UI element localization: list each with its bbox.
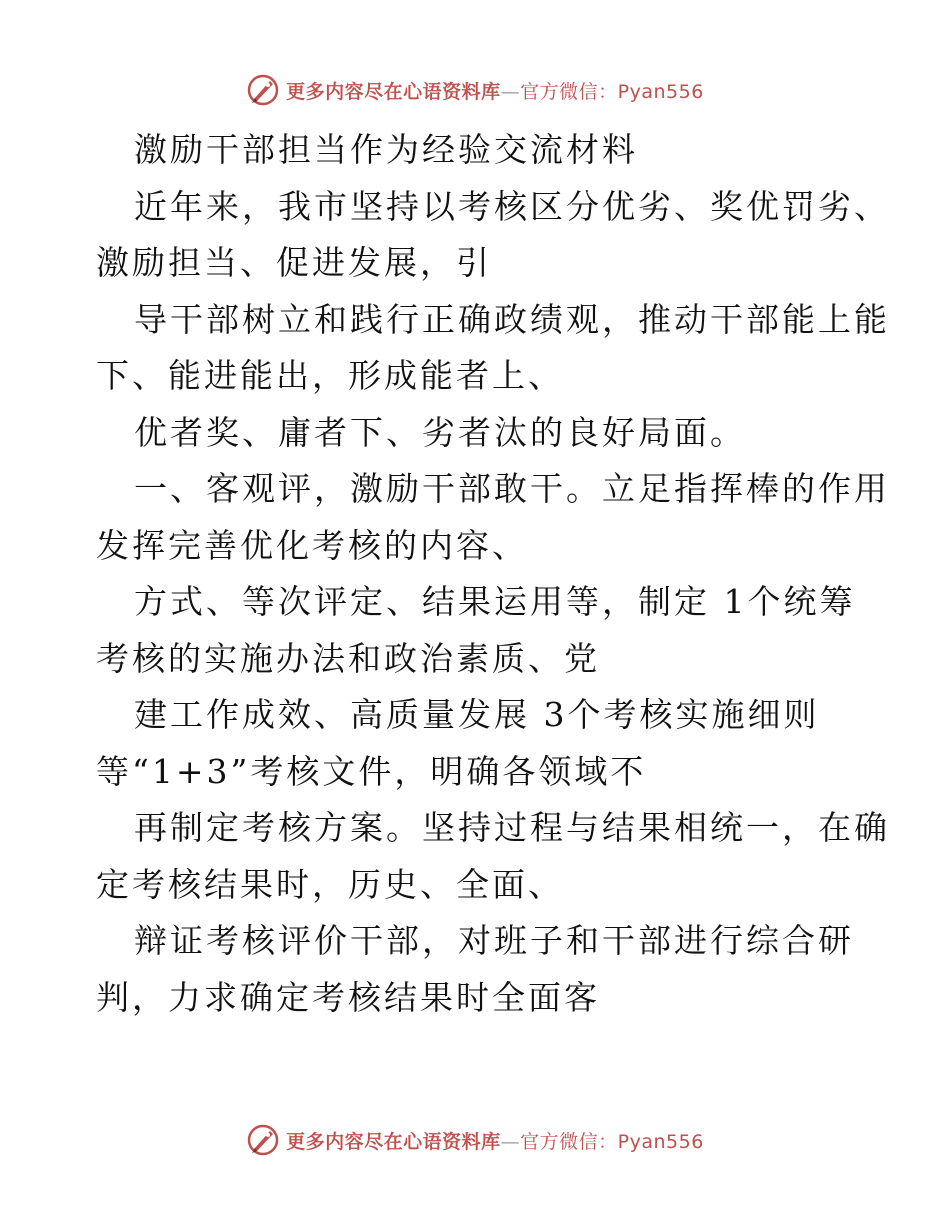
header-banner xyxy=(0,70,950,110)
quill-logo-icon xyxy=(246,73,280,107)
text-line: 等“1+3”考核文件，明确各领域不 xyxy=(96,751,647,791)
header-brand-text: 更多内容尽在心语资料库 xyxy=(286,80,501,103)
header-banner-text xyxy=(286,77,704,104)
footer-separator: — xyxy=(500,1130,521,1153)
text-line: 激励担当、促进发展，引 xyxy=(96,243,492,282)
footer-banner xyxy=(0,1120,950,1160)
text-line: 导干部树立和践行正确政绩观，推动干部能上能 xyxy=(134,299,890,339)
text-line: 下、能进能出，形成能者上、 xyxy=(96,356,564,395)
text-line: 优者奖、庸者下、劣者汰的良好局面。 xyxy=(134,412,746,452)
header-separator: — xyxy=(500,80,521,103)
footer-contact-text: 官方微信：Pyan556 xyxy=(520,1130,704,1153)
text-line: 再制定考核方案。坚持过程与结果相统一，在确 xyxy=(134,808,890,847)
text-line: 考核的实施办法和政治素质、党 xyxy=(96,638,600,678)
text-line: 定考核结果时，历史、全面、 xyxy=(96,864,564,904)
text-line: 发挥完善优化考核的内容、 xyxy=(96,525,528,565)
quill-logo-icon xyxy=(246,1123,280,1157)
text-line: 近年来，我市坚持以考核区分优劣、奖优罚劣、 xyxy=(134,186,890,226)
footer-banner-text xyxy=(286,1127,704,1154)
header-contact-text: 官方微信：Pyan556 xyxy=(520,80,704,103)
document-body xyxy=(96,122,890,1026)
text-line: 辩证考核评价干部，对班子和干部进行综合研 xyxy=(134,921,854,960)
text-line: 判，力求确定考核结果时全面客 xyxy=(96,977,600,1017)
text-line: 一、客观评，激励干部敢干。立足指挥棒的作用 xyxy=(134,469,890,508)
text-line: 建工作成效、高质量发展 3个考核实施细则 xyxy=(134,695,820,734)
footer-brand-text: 更多内容尽在心语资料库 xyxy=(286,1130,501,1153)
text-line: 方式、等次评定、结果运用等，制定 1个统筹 xyxy=(134,582,856,621)
text-line: 激励干部担当作为经验交流材料 xyxy=(134,130,638,169)
